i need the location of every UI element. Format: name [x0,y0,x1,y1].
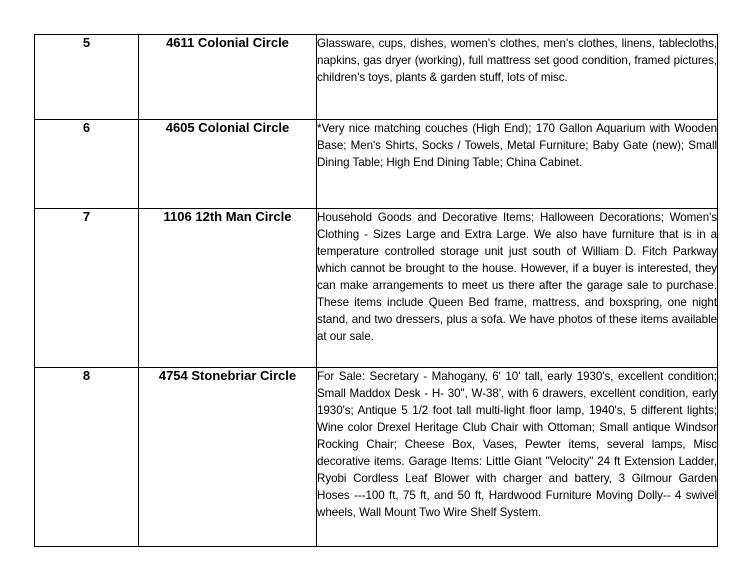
sale-items: For Sale: Secretary - Mahogany, 6' 10' tall, early 1930's, excellent condition; Small Maddox Desk - H- 30", W-38', with 6 drawers, excellent condition, early 1930's; Antique 5 1/2 foot tall multi-light floor lamp, 1940's, 5 different lights; Wine color Drexel Heritage Club Chair with Ottoman; Small antique Windsor Rocking Chair; Cheese Box, Vases, Pewter items, several lamps, Misc decorative items. Garage Items: Little Giant "Velocity" 24 ft Extension Ladder, Ryobi Cordless Leaf Blower with charger and battery, 3 Gilmour Garden Hoses ---100 ft, 75 ft, and 50 ft, Hardwood Furniture Moving Dolly-- 4 swivel wheels, Wall Mount Two Wire Shelf System. [317,368,718,547]
sale-items: Household Goods and Decorative Items; Halloween Decorations; Women's Clothing - Sizes Large and Extra Large. We also have furniture that is in a temperature controlled storage unit just south of William D. Fitch Parkway which cannot be brought to the house. However, if a buyer is interested, they can make arrangements to meet us there after the garage sale to purchase. These items include Queen Bed frame, mattress, and boxspring, one night stand, and two dressers, plus a sofa. We have photos of these items available at our sale. [317,209,718,368]
sale-address: 4754 Stonebriar Circle [139,368,317,547]
sale-number: 8 [35,368,139,547]
sale-number: 5 [35,35,139,120]
sale-number: 6 [35,120,139,209]
sale-address: 4611 Colonial Circle [139,35,317,120]
table-row [35,368,718,547]
sale-items: *Very nice matching couches (High End); 170 Gallon Aquarium with Wooden Base; Men's Shirts, Socks / Towels, Metal Furniture; Baby Gate (new); Small Dining Table; High End Dining Table; China Cabinet. [317,120,718,209]
table-row [35,35,718,120]
sale-address: 1106 12th Man Circle [139,209,317,368]
table-row [35,120,718,209]
table-row [35,209,718,368]
garage-sale-table [34,34,718,547]
sale-address: 4605 Colonial Circle [139,120,317,209]
sale-items: Glassware, cups, dishes, women's clothes, men's clothes, linens, tablecloths, napkins, gas dryer (working), full mattress set good condition, framed pictures, children's toys, plants & garden stuff, lots of misc. [317,35,718,120]
sale-number: 7 [35,209,139,368]
